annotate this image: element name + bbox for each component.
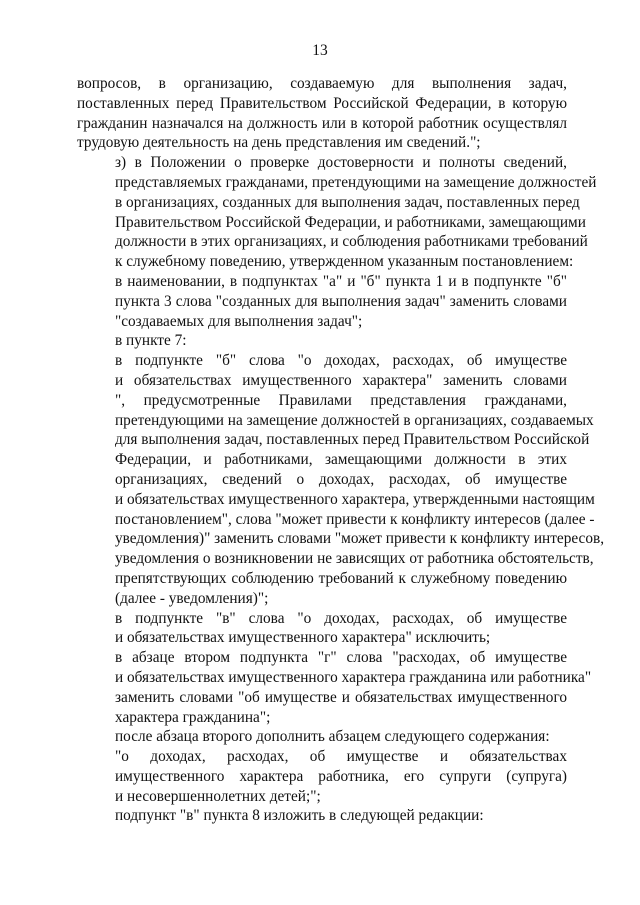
text-line: трудовую деятельность на день представления им сведений."; [77,134,481,152]
text-line: в организациях, созданных для выполнения задач, поставленных перед [115,193,580,211]
text-line: и обязательствах имущественного характера" заменить словами [115,371,567,389]
paragraph [77,74,567,153]
text-line: и несовершеннолетних детей;"; [115,787,321,805]
text-line: з) в Положении о проверке достоверности и полноты сведений, [115,154,567,172]
paragraph [77,648,592,727]
text-line: ", предусмотренные Правилами представления гражданами, [115,391,567,409]
text-line: организациях, сведений о доходах, расходах, об имуществе [115,470,567,488]
text-line: характера гражданина"; [115,708,271,726]
text-line: в пункте 7: [115,332,187,350]
text-line: после абзаца второго дополнить абзацем следующего содержания: [115,728,550,746]
paragraph [77,153,597,272]
text-line: заменить словами "об имуществе и обязательствах имущественного [115,688,567,706]
text-line: имущественного характера работника, его супруги (супруга) [115,767,567,785]
text-line: постановлением", слова "может привести к конфликту интересов (далее - [115,510,595,528]
paragraph [77,747,567,806]
text-line: пункта 3 слова "созданных для выполнения задач" заменить словами [115,292,567,310]
text-line: и обязательствах имущественного характера, утвержденными настоящим [115,490,595,508]
text-line: поставленных перед Правительством Российской Федерации, в которую [77,94,567,112]
text-line: Федерации, и работниками, замещающими должности в этих [115,451,567,469]
text-line: и обязательствах имущественного характера" исключить; [115,629,491,647]
text-line: уведомления о возникновении не зависящих от работника обстоятельств, [115,550,594,568]
text-line: "о доходах, расходах, об имуществе и обязательствах [115,748,567,766]
text-line: "создаваемых для выполнения задач"; [115,312,363,330]
text-line: в подпункте "в" слова "о доходах, расходах, об имуществе [115,609,567,627]
text-line: подпункт "в" пункта 8 изложить в следующей редакции: [115,807,484,825]
page-number: 13 [312,42,328,59]
text-line: претендующими на замещение должностей в организациях, создаваемых [115,411,594,429]
text-line: уведомления)" заменить словами "может привести к конфликту интересов, [115,530,605,548]
paragraph [77,727,567,747]
text-line: препятствующих соблюдению требований к служебному поведению [115,569,567,587]
text-line: представляемых гражданами, претендующими на замещение должностей [115,173,597,191]
text-line: в подпункте "б" слова "о доходах, расходах, об имуществе [115,352,567,370]
text-line: в наименовании, в подпунктах "а" и "б" пункта 1 и в подпункте "б" [115,272,567,290]
text-line: в абзаце втором подпункта "г" слова "расходах, об имуществе [115,649,567,667]
paragraph [77,331,567,351]
paragraph [77,351,605,608]
text-line: (далее - уведомления)"; [115,589,269,607]
text-line: Правительством Российской Федерации, и работниками, замещающими [115,213,586,231]
paragraph [77,609,567,649]
paragraph [77,272,567,331]
paragraph [77,806,567,826]
text-line: для выполнения задач, поставленных перед Правительством Российской [115,431,590,449]
text-line: гражданин назначался на должность или в которой работник осуществлял [77,114,567,132]
text-line: к служебному поведению, утвержденном указанным постановлением: [115,253,574,271]
document-body [77,74,605,826]
text-line: вопросов, в организацию, создаваемую для выполнения задач, [77,75,567,92]
text-line: должности в этих организациях, и соблюдения работниками требований [115,233,588,251]
text-line: и обязательствах имущественного характера гражданина или работника" [115,668,592,686]
